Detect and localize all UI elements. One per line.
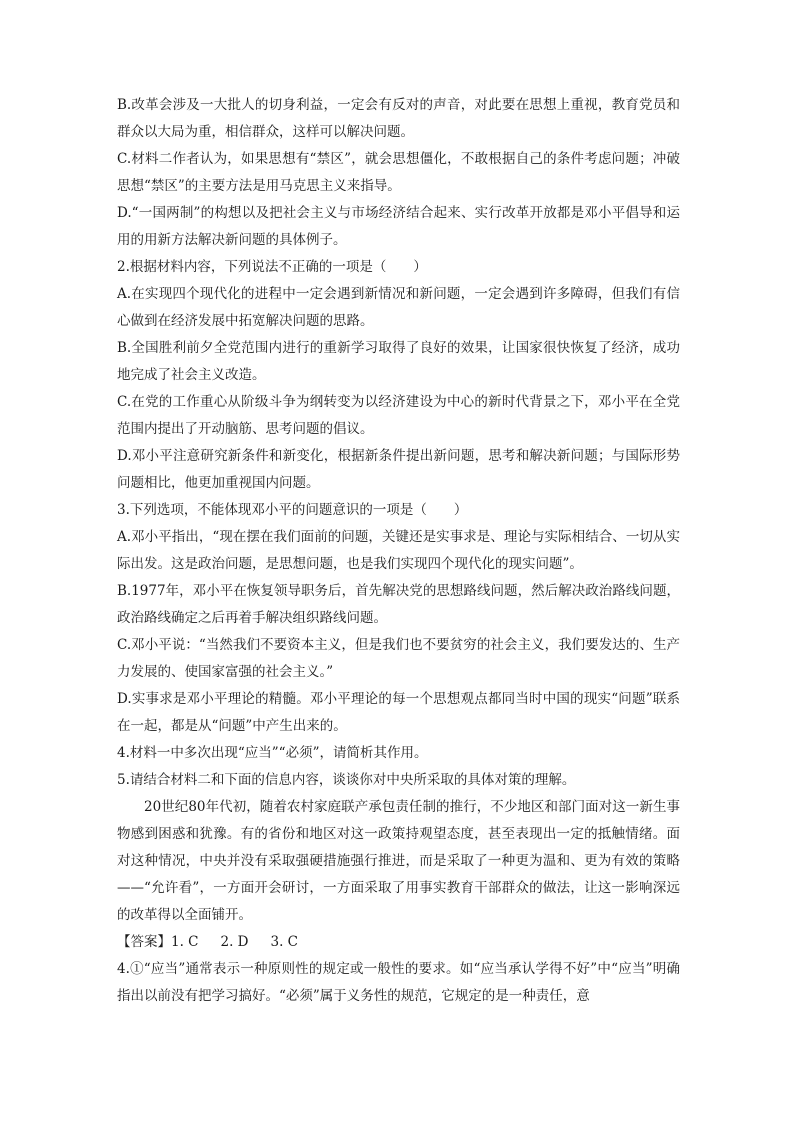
answer-item: 1. C	[171, 934, 199, 950]
option-2b: B.全国胜利前夕全党范围内进行的重新学习取得了良好的效果，让国家很快恢复了经济，成功地完成了社会主义改造。	[117, 340, 680, 383]
option-3a: A.邓小平指出，“现在摆在我们面前的问题，关键还是实事求是、理论与实际相结合、一切从实际出发。这是政治问题，是思想问题，也是我们实现四个现代化的现实问题”。	[117, 529, 680, 572]
option-1d: D.“一国两制”的构想以及把社会主义与市场经济结合起来、实行改革开放都是邓小平倡导和运用的用新方法解决新问题的具体例子。	[117, 205, 680, 248]
option-2a: A.在实现四个现代化的进程中一定会遇到新情况和新问题，一定会遇到许多障碍，但我们有信心做到在经济发展中拓宽解决问题的思路。	[117, 286, 680, 329]
answer-item: 3. C	[270, 934, 299, 950]
document-body	[117, 92, 680, 1010]
question-4: 4.材料一中多次出现“应当”“必须”，请简析其作用。	[117, 745, 428, 761]
answer-key	[117, 929, 680, 956]
option-1c: C.材料二作者认为，如果思想有“禁区”，就会思想僵化，不敢根据自己的条件考虑问题；冲破思想“禁区”的主要方法是用马克思主义来指导。	[117, 151, 680, 194]
question-2: 2.根据材料内容，下列说法不正确的一项是（ ）	[117, 259, 427, 275]
answer-item: 2. D	[220, 934, 249, 950]
answer-label: 【答案】	[117, 934, 171, 950]
option-3d: D.实事求是邓小平理论的精髓。邓小平理论的每一个思想观点都同当时中国的现实“问题”联系在一起，都是从“问题”中产生出来的。	[117, 691, 680, 734]
answer-explanation: 4.①“应当”通常表示一种原则性的规定或一般性的要求。如“应当承认学得不好”中“应当”明确指出以前没有把学习搞好。“必须”属于义务性的规范，它规定的是一种责任，意	[117, 961, 680, 1004]
option-2d: D.邓小平注意研究新条件和新变化，根据新条件提出新问题，思考和解决新问题；与国际形势问题相比，他更加重视国内问题。	[117, 448, 680, 491]
option-3b: B.1977年，邓小平在恢复领导职务后，首先解决党的思想路线问题，然后解决政治路线问题，政治路线确定之后再着手解决组织路线问题。	[117, 583, 680, 626]
question-3: 3.下列选项，不能体现邓小平的问题意识的一项是（ ）	[117, 502, 468, 518]
option-1b: B.改革会涉及一大批人的切身利益，一定会有反对的声音，对此要在思想上重视，教育党员和群众以大局为重，相信群众，这样可以解决问题。	[117, 97, 680, 140]
question-5: 5.请结合材料二和下面的信息内容，谈谈你对中央所采取的具体对策的理解。	[117, 772, 576, 788]
reading-passage: 20世纪80年代初，随着农村家庭联产承包责任制的推行，不少地区和部门面对这一新生事物感到困惑和犹豫。有的省份和地区对这一政策持观望态度，甚至表现出一定的抵触情绪。面对这种情况，中央并没有采取强硬措施强行推进，而是采取了一种更为温和、更为有效的策略——“允许看”，一方面开会研讨，一方面采取了用事实教育干部群众的做法，让这一影响深远的改革得以全面铺开。	[117, 799, 680, 923]
option-2c: C.在党的工作重心从阶级斗争为纲转变为以经济建设为中心的新时代背景之下，邓小平在全党范围内提出了开动脑筋、思考问题的倡议。	[117, 394, 680, 437]
option-3c: C.邓小平说：“当然我们不要资本主义，但是我们也不要贫穷的社会主义，我们要发达的、生产力发展的、使国家富强的社会主义。”	[117, 637, 680, 680]
